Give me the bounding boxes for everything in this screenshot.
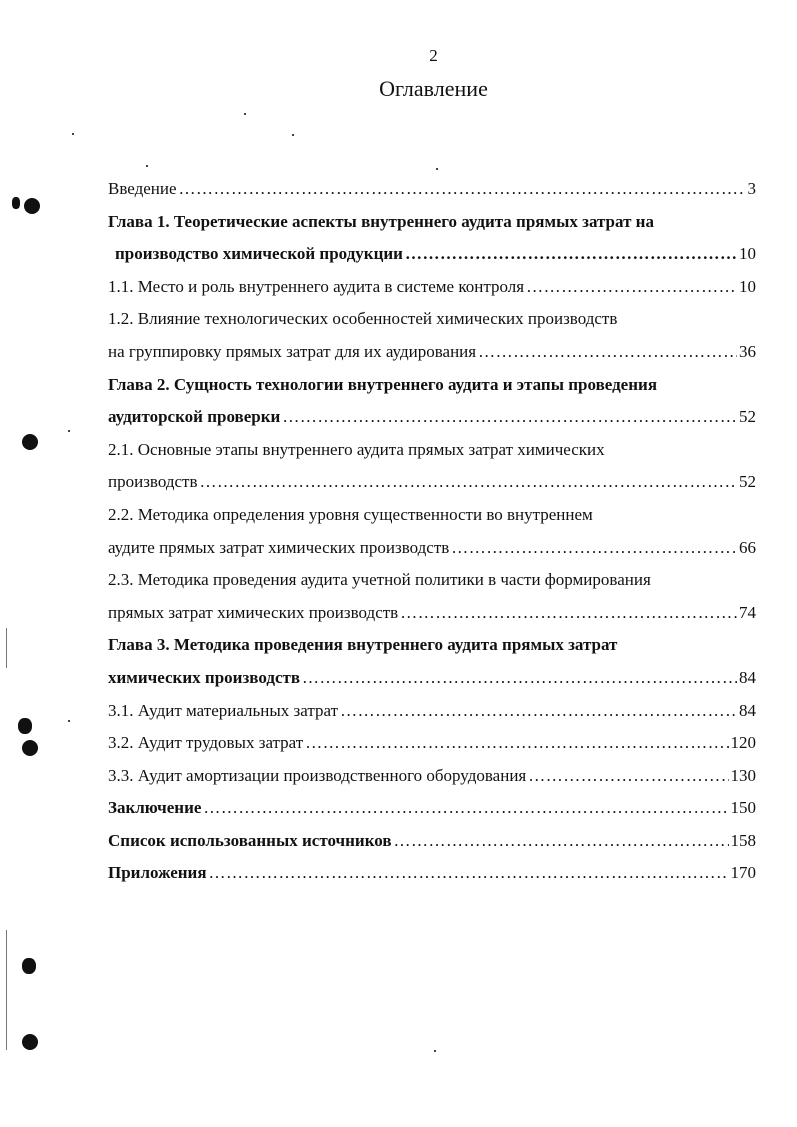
- toc-entry: [108, 303, 756, 336]
- toc-entry: [108, 434, 756, 467]
- toc-entry-title: 1.2. Влияние технологических особенностей химических производств: [108, 309, 618, 329]
- hole-punch-mark: [12, 197, 20, 209]
- page-title: Оглавление: [379, 76, 488, 101]
- toc-entry-page: 130: [730, 765, 756, 785]
- toc-entry: [108, 825, 756, 858]
- hole-punch-mark: [22, 958, 36, 974]
- dot-leader: [394, 825, 729, 858]
- hole-punch-mark: [18, 718, 32, 734]
- toc-entry: [108, 466, 756, 499]
- toc-entry-title: прямых затрат химических производств: [108, 602, 399, 622]
- scan-speck: [146, 165, 148, 167]
- dot-leader: [405, 238, 737, 271]
- toc-entry-title: Заключение: [108, 798, 202, 818]
- toc-entry-title: Глава 2. Сущность технологии внутреннего аудита и этапы проведения: [108, 374, 658, 394]
- dot-leader: [209, 857, 729, 890]
- toc-entry: [108, 597, 756, 630]
- scan-edge-line: [6, 930, 7, 1050]
- toc-entry: [108, 532, 756, 565]
- toc-entry: [108, 857, 756, 890]
- toc-entry-title: 2.3. Методика проведения аудита учетной политики в части формирования: [108, 570, 651, 590]
- toc-entry: [108, 727, 756, 760]
- toc-entry-page: 158: [730, 830, 756, 850]
- toc-entry-page: 74: [739, 602, 756, 622]
- toc-entry-title: аудите прямых затрат химических производств: [108, 537, 450, 557]
- toc-entry-page: 3: [747, 179, 756, 198]
- toc-entry-title: аудиторской проверки: [108, 407, 281, 427]
- toc-entry-title: производств: [108, 472, 198, 492]
- toc-entry-page: 84: [739, 700, 756, 720]
- hole-punch-mark: [22, 434, 38, 450]
- scan-speck: [68, 720, 70, 722]
- dot-leader: [302, 662, 737, 695]
- toc-entry: [108, 271, 756, 304]
- page-number: 2: [429, 46, 438, 65]
- toc-entry-page: 84: [739, 667, 756, 687]
- toc-entry-page: 120: [730, 733, 756, 753]
- toc-entry-title: Приложения: [108, 863, 207, 883]
- toc-entry-page: 10: [739, 244, 756, 264]
- toc-entry-title: производство химической продукции: [115, 244, 403, 264]
- toc-entry-page: 66: [739, 537, 756, 557]
- hole-punch-mark: [22, 740, 38, 756]
- toc-entry: [108, 662, 756, 695]
- toc-entry-title: 2.1. Основные этапы внутреннего аудита прямых затрат химических: [108, 439, 605, 459]
- dot-leader: [199, 466, 737, 499]
- dot-leader: [282, 401, 737, 434]
- scan-speck: [72, 133, 74, 135]
- hole-punch-mark: [22, 1034, 38, 1050]
- dot-leader: [526, 271, 737, 304]
- scan-speck: [244, 113, 246, 115]
- toc-entry-title: на группировку прямых затрат для их аудирования: [108, 341, 477, 361]
- dot-leader: [305, 727, 728, 760]
- scan-speck: [434, 1050, 436, 1052]
- toc-entry-title: Глава 3. Методика проведения внутреннего аудита прямых затрат: [108, 635, 618, 655]
- dot-leader: [203, 792, 728, 825]
- toc-entry: [108, 238, 756, 271]
- dot-leader: [478, 336, 737, 369]
- hole-punch-mark: [24, 198, 40, 214]
- toc-entry: [108, 629, 756, 662]
- toc-entry-title: химических производств: [108, 667, 301, 687]
- table-of-contents: [108, 173, 756, 890]
- dot-leader: [528, 760, 728, 793]
- toc-entry-title: Список использованных источников: [108, 830, 392, 850]
- toc-entry-title: 3.2. Аудит трудовых затрат: [108, 733, 304, 753]
- toc-entry-page: 36: [739, 341, 756, 361]
- toc-entry-page: 150: [730, 798, 756, 818]
- toc-entry-page: 170: [730, 863, 756, 883]
- dot-leader: [340, 695, 737, 728]
- toc-entry-title: Введение: [108, 179, 177, 198]
- toc-entry-title: 3.1. Аудит материальных затрат: [108, 700, 339, 720]
- toc-entry: [108, 564, 756, 597]
- toc-entry: [108, 173, 756, 206]
- toc-entry: [108, 792, 756, 825]
- toc-entry-page: 10: [739, 276, 756, 296]
- toc-entry: [108, 695, 756, 728]
- toc-entry: [108, 336, 756, 369]
- toc-entry: [108, 206, 756, 239]
- toc-entry-title: Глава 1. Теоретические аспекты внутреннего аудита прямых затрат на: [108, 211, 654, 231]
- toc-entry: [108, 401, 756, 434]
- toc-entry: [108, 499, 756, 532]
- toc-entry: [108, 369, 756, 402]
- toc-entry-page: 52: [739, 472, 756, 492]
- dot-leader: [451, 532, 737, 565]
- toc-entry-page: 52: [739, 407, 756, 427]
- scan-speck: [68, 430, 70, 432]
- toc-entry: [108, 760, 756, 793]
- toc-entry-title: 3.3. Аудит амортизации производственного оборудования: [108, 765, 527, 785]
- scan-speck: [292, 134, 294, 136]
- dot-leader: [400, 597, 737, 630]
- scan-speck: [436, 168, 438, 170]
- toc-entry-title: 1.1. Место и роль внутреннего аудита в системе контроля: [108, 276, 525, 296]
- toc-entry-title: 2.2. Методика определения уровня существенности во внутреннем: [108, 504, 593, 524]
- dot-leader: [179, 173, 746, 206]
- scan-edge-line: [6, 628, 7, 668]
